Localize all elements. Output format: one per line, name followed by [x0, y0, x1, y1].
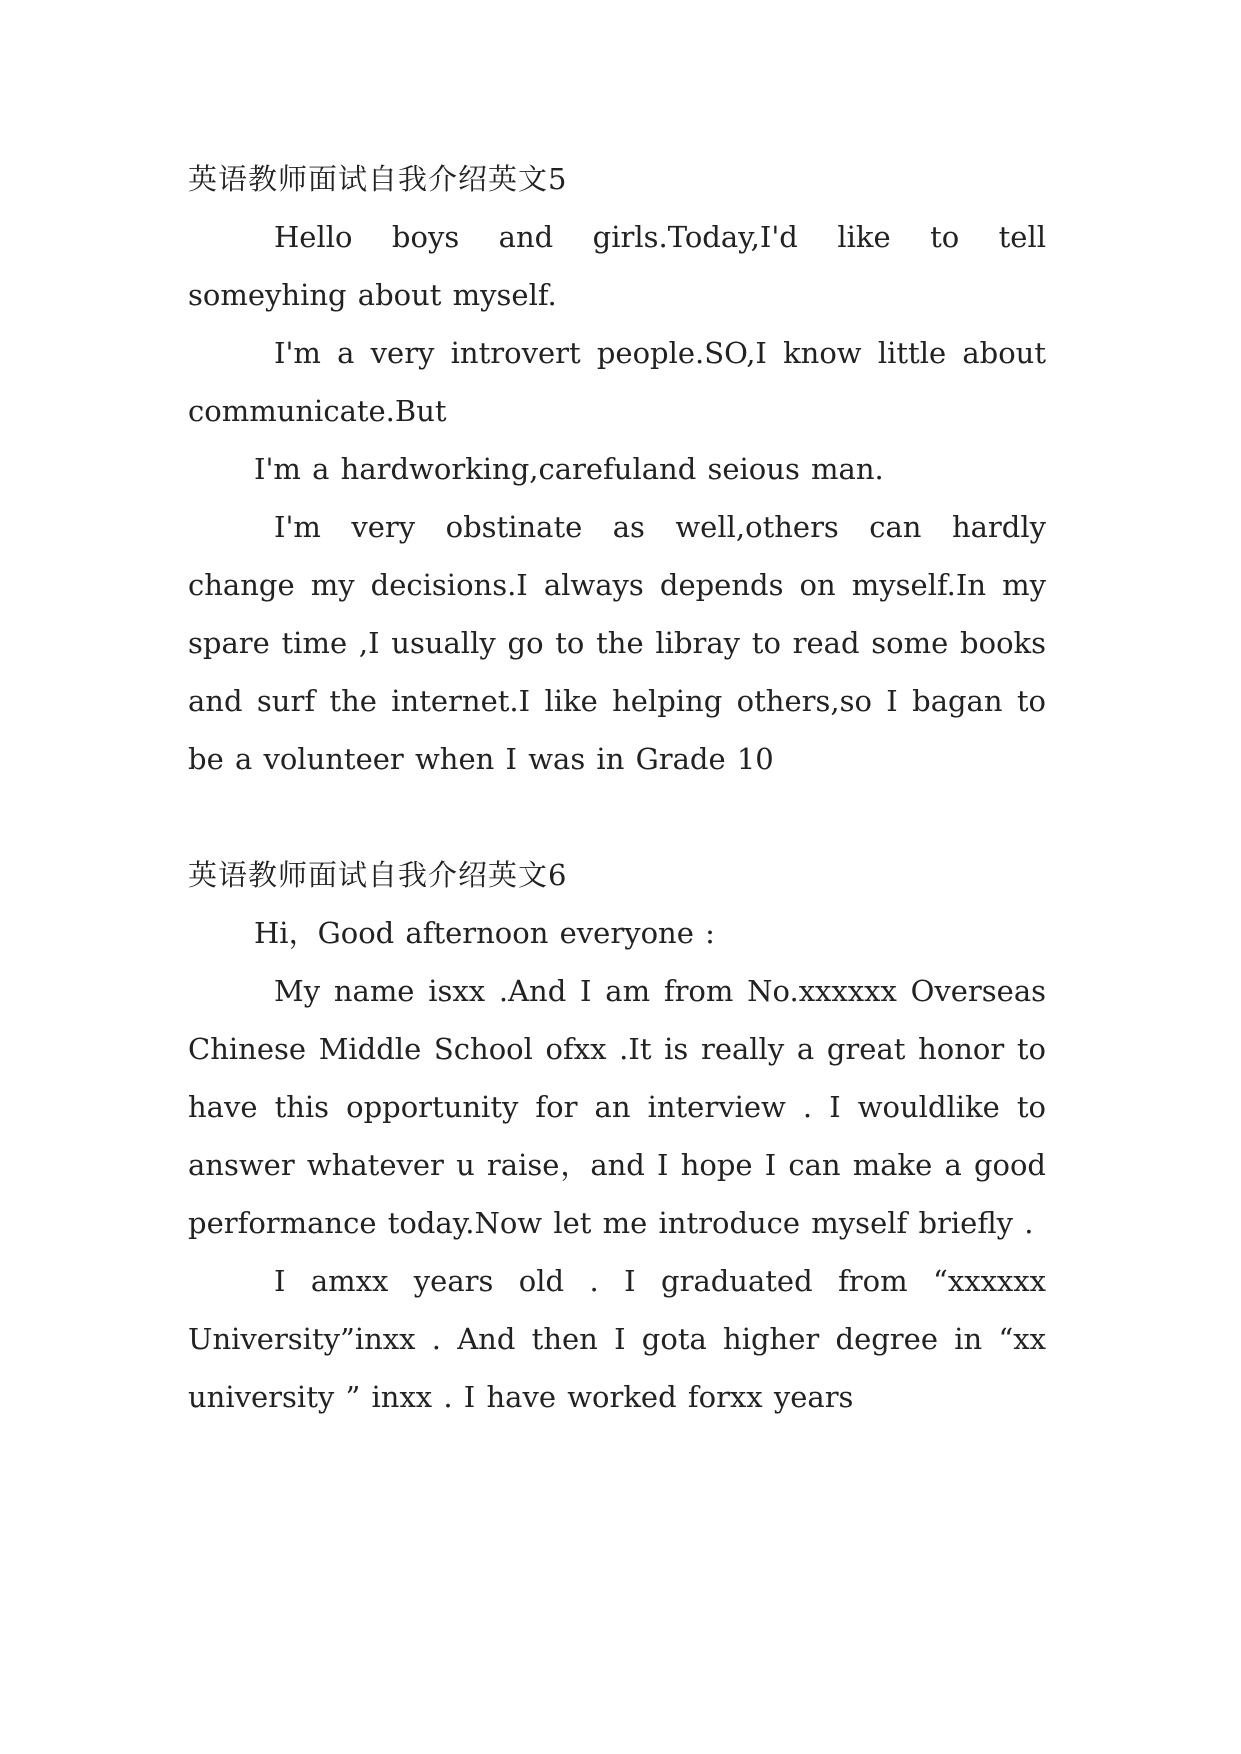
paragraph: My name isxx .And I am from No.xxxxxx Overseas Chinese Middle School ofxx .It is really a great honor to have this opportunity for an interview . I wouldlike to answer whatever u raise，and I hope I can make a good performance today.Now let me introduce myself briefly .: [188, 974, 1046, 1240]
section-heading: 英语教师面试自我介绍英文5: [188, 162, 568, 196]
section-heading: 英语教师面试自我介绍英文6: [188, 858, 568, 892]
paragraph: Hi，Good afternoon everyone :: [254, 916, 715, 950]
document-page: [188, 150, 1046, 1426]
paragraph: I amxx years old . I graduated from “xxxxxx University”inxx . And then I gota higher degree in “xx university ” inxx . I have worked forxx years: [188, 1264, 1046, 1414]
section-6: [188, 846, 1046, 1426]
section-spacer: [188, 788, 1046, 846]
paragraph: I'm a very introvert people.SO,I know little about communicate.But: [188, 336, 1046, 428]
paragraph: Hello boys and girls.Today,I'd like to tell someyhing about myself.: [188, 220, 1046, 312]
paragraph: I'm very obstinate as well,others can hardly change my decisions.I always depends on myself.In my spare time ,I usually go to the libray to read some books and surf the internet.I like helping others,so I bagan to be a volunteer when I was in Grade 10: [188, 510, 1046, 776]
section-5: [188, 150, 1046, 788]
paragraph: I'm a hardworking,carefuland seious man.: [254, 452, 884, 486]
